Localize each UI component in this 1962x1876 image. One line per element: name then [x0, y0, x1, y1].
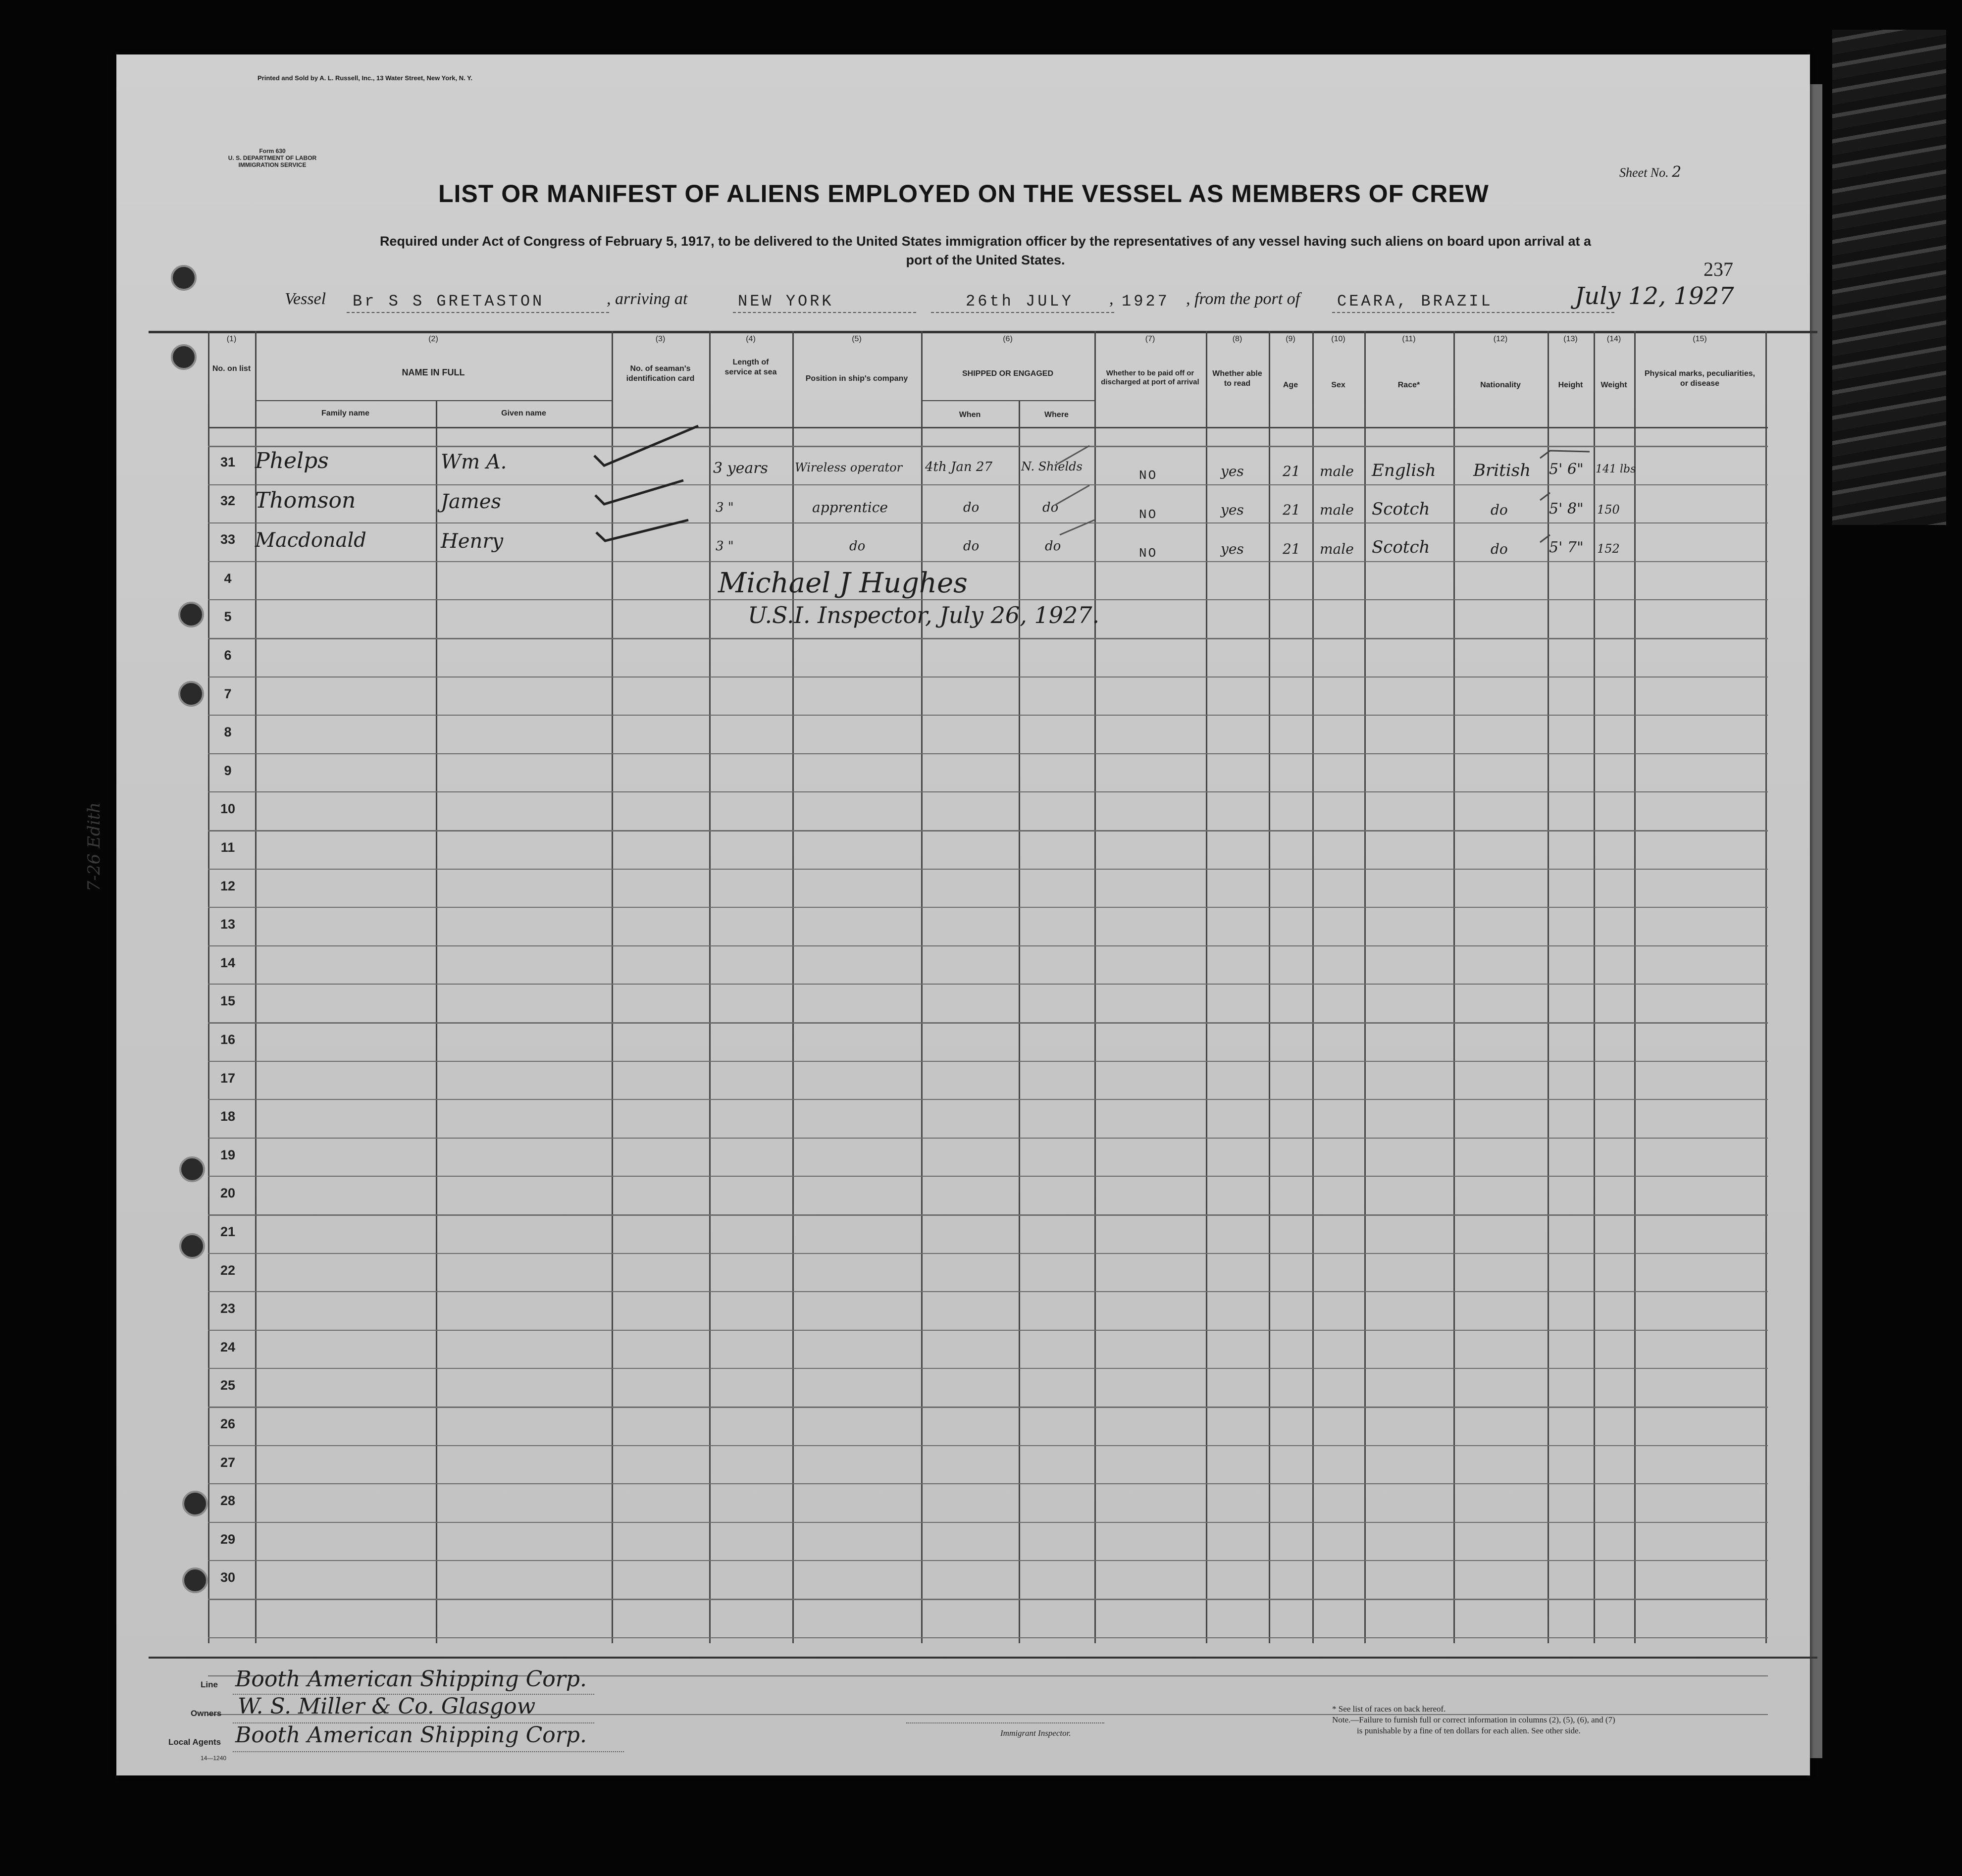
tick-mark-icon: [1055, 485, 1089, 505]
given-name: James: [441, 490, 502, 513]
row-number: 4: [224, 571, 232, 586]
departure-date: July 12, 1927: [1575, 282, 1734, 310]
year-comma: ,: [1109, 290, 1114, 308]
shipped-when: do: [963, 500, 980, 515]
able-to-read: yes: [1221, 502, 1244, 518]
col-header-6: SHIPPED OR ENGAGED: [962, 369, 1054, 378]
col-num-5: (5): [852, 335, 862, 343]
height: 5' 7": [1549, 539, 1584, 556]
col-subheader-when: When: [959, 411, 981, 419]
row-rule: [208, 522, 1768, 523]
col-num-7: (7): [1145, 335, 1155, 343]
penalty-note: Note.—Failure to furnish full or correct information in columns (2), (5), (6), and (7): [1332, 1715, 1615, 1724]
row-number: 14: [220, 955, 236, 970]
page-number: 237: [1704, 258, 1733, 280]
row-number: 12: [220, 879, 236, 893]
age: 21: [1283, 502, 1300, 518]
col-line-10: [1312, 331, 1314, 1643]
penalty-note-cont: is punishable by a fine of ten dollars for each alien. See other side.: [1357, 1726, 1581, 1735]
check-mark-icon: [595, 480, 683, 504]
col-header-5: Position in ship's company: [805, 374, 908, 383]
row-rule: [208, 1368, 1768, 1369]
age: 21: [1283, 541, 1300, 557]
col-line-12: [1453, 331, 1455, 1643]
binder-hole: [179, 1156, 205, 1182]
weight: 141 lbs: [1596, 463, 1636, 475]
col-header-3: No. of seaman's identification card: [626, 365, 695, 383]
row-number: 33: [220, 532, 236, 547]
row-number: 19: [220, 1147, 236, 1162]
row-rule: [208, 599, 1768, 600]
col-header-4: Length of service at sea: [724, 358, 777, 376]
page-title: LIST OR MANIFEST OF ALIENS EMPLOYED ON THE VESSEL AS MEMBERS OF CREW: [438, 180, 1489, 208]
check-mark-icon: [594, 426, 698, 466]
row-number: 6: [224, 648, 232, 663]
row-number: 28: [220, 1493, 236, 1508]
length-of-service: 3 ": [716, 539, 734, 554]
row-rule: [208, 1214, 1768, 1216]
row-number: 32: [220, 493, 236, 508]
col-line-2b: [436, 400, 437, 1643]
row-number: 7: [224, 686, 232, 701]
tick-mark-icon: [1540, 535, 1550, 542]
row-number: 10: [220, 801, 236, 816]
paid-off: NO: [1139, 507, 1158, 522]
line-value: Booth American Shipping Corp.: [235, 1667, 587, 1692]
subtitle-line-1: Required under Act of Congress of February 5, 1917, to be delivered to the United States immigration officer by the representatives of any vessel having such aliens on board upon arrival at a: [379, 234, 1592, 249]
arriving-label: , arriving at: [607, 290, 688, 308]
nationality: do: [1491, 541, 1508, 557]
department-name: U. S. DEPARTMENT OF LABOR: [228, 155, 317, 161]
agents-label: Local Agents: [168, 1737, 221, 1747]
owners-value: W. S. Miller & Co. Glasgow: [238, 1694, 536, 1719]
binder-hole: [178, 681, 204, 707]
row-rule: [208, 1637, 1768, 1638]
inspector-fill: [906, 1722, 1104, 1723]
nationality: do: [1491, 502, 1508, 518]
row-number: 15: [220, 993, 236, 1008]
col-line-2: [255, 331, 257, 1643]
col-line-1: [208, 331, 209, 1643]
row-number: 23: [220, 1301, 236, 1316]
row-rule: [208, 945, 1768, 946]
arrival-year: 1927: [1122, 292, 1170, 311]
margin-note: 7-26 Edith: [84, 802, 104, 891]
nationality: British: [1473, 461, 1531, 480]
col-header-8: Whether able to read: [1212, 369, 1262, 388]
row-number: 26: [220, 1416, 236, 1431]
col-header-13: Height: [1558, 381, 1583, 389]
col-num-2: (2): [428, 335, 438, 343]
shipped-where: do: [1042, 500, 1059, 515]
vessel-name: Br S S GRETASTON: [353, 292, 545, 311]
row-rule: [208, 869, 1768, 870]
col-num-8: (8): [1232, 335, 1242, 343]
col-line-15: [1634, 331, 1636, 1643]
col-line-6b: [1019, 400, 1020, 1643]
row-number: 16: [220, 1032, 236, 1047]
shipped-where: do: [1045, 539, 1061, 554]
row-rule: [208, 1330, 1768, 1331]
line-label: Line: [201, 1680, 218, 1689]
able-to-read: yes: [1221, 463, 1244, 479]
row-number: 8: [224, 725, 232, 739]
binder-hole: [179, 1233, 205, 1259]
sex: male: [1320, 463, 1354, 479]
position: apprentice: [812, 499, 888, 516]
col-num-6: (6): [1003, 335, 1013, 343]
sheet-label: Sheet No.: [1619, 165, 1669, 180]
row-rule: [208, 1560, 1768, 1561]
row-rule: [208, 1253, 1768, 1254]
col-header-2: NAME IN FULL: [402, 367, 465, 377]
from-fill-line: [1332, 312, 1614, 313]
binder-hole: [171, 265, 197, 291]
sex: male: [1320, 502, 1354, 518]
race: Scotch: [1372, 499, 1430, 519]
position: Wireless operator: [795, 461, 903, 474]
inspector-title: U.S.I. Inspector, July 26, 1927.: [748, 602, 1100, 628]
shipped-where: N. Shields: [1021, 460, 1083, 473]
row-number: 9: [224, 763, 232, 778]
row-number: 22: [220, 1263, 236, 1278]
row-rule: [208, 830, 1768, 832]
inspector-signature: Michael J Hughes: [718, 567, 968, 599]
col-header-1: No. on list: [212, 365, 251, 373]
row-rule: [208, 984, 1768, 985]
paid-off: NO: [1139, 468, 1158, 483]
col-line-16: [1765, 331, 1767, 1643]
tick-marks: [1050, 436, 1119, 545]
row-rule: [208, 715, 1768, 716]
col-num-1: (1): [226, 335, 237, 343]
length-of-service: 3 ": [716, 500, 734, 515]
row-number: 21: [220, 1224, 236, 1239]
sex: male: [1320, 541, 1354, 557]
from-port: CEARA, BRAZIL: [1337, 292, 1493, 311]
footer-notes: [1332, 1704, 1778, 1736]
col-num-15: (15): [1693, 335, 1707, 343]
col-header-15: Physical marks, peculiarities, or disease: [1644, 369, 1755, 388]
col-header-14: Weight: [1601, 381, 1627, 389]
row-number: 29: [220, 1532, 236, 1547]
header-top-rule: [149, 331, 1817, 333]
from-label: , from the port of: [1186, 290, 1300, 308]
form-code: 14—1240: [201, 1755, 227, 1762]
subtitle: [208, 232, 1763, 269]
col-num-14: (14): [1606, 335, 1621, 343]
row-rule: [208, 561, 1768, 562]
col-num-9: (9): [1286, 335, 1295, 343]
row-number: 5: [224, 609, 232, 624]
row-number: 18: [220, 1109, 236, 1124]
row-number: 27: [220, 1455, 236, 1470]
subtitle-line-2: port of the United States.: [906, 253, 1065, 267]
agents-value: Booth American Shipping Corp.: [235, 1722, 587, 1748]
tick-mark-icon: [1540, 451, 1590, 458]
row-rule: [208, 1176, 1768, 1177]
tick-mark-icon: [1060, 520, 1094, 535]
col-header-11: Race*: [1397, 381, 1420, 389]
col-num-13: (13): [1563, 335, 1578, 343]
sheet-number: [1619, 163, 1681, 181]
printer-credit: Printed and Sold by A. L. Russell, Inc., 13 Water Street, New York, N. Y.: [258, 74, 472, 82]
given-name: Wm A.: [441, 451, 507, 473]
row-rule: [208, 1407, 1768, 1408]
row-rule: [208, 907, 1768, 908]
col-num-3: (3): [655, 335, 666, 343]
col-line-8: [1206, 331, 1207, 1643]
service-name: IMMIGRATION SERVICE: [238, 161, 307, 168]
height-marks: [1535, 446, 1595, 555]
vessel-label: Vessel: [285, 290, 326, 308]
col-num-11: (11): [1402, 335, 1416, 343]
binder-hole: [182, 1567, 208, 1593]
date-fill-line: [931, 312, 1114, 313]
col-header-10: Sex: [1331, 381, 1345, 389]
given-name: Henry: [441, 530, 504, 553]
row-number: 25: [220, 1378, 236, 1393]
col-header-7: Whether to be paid off or discharged at port of arrival: [1101, 369, 1199, 386]
arrival-port: NEW YORK: [738, 292, 834, 311]
vessel-fill-line: [347, 312, 609, 313]
position: do: [849, 539, 866, 554]
tick-mark-icon: [1540, 493, 1550, 500]
length-of-service: 3 years: [713, 460, 768, 477]
binder-hole: [171, 344, 197, 370]
row-rule: [208, 753, 1768, 754]
name-subheader-rule: [255, 400, 612, 401]
arrival-date: 26th JULY: [966, 292, 1074, 311]
shipped-subheader-rule: [921, 400, 1094, 401]
able-to-read: yes: [1221, 541, 1244, 557]
col-line-11: [1364, 331, 1366, 1643]
col-line-6: [921, 331, 923, 1643]
tick-mark-icon: [1055, 446, 1089, 466]
col-subheader-family: Family name: [321, 409, 369, 417]
family-name: Phelps: [255, 448, 329, 473]
torn-edge: [1832, 30, 1946, 525]
col-line-5: [792, 331, 794, 1643]
weight: 152: [1597, 542, 1620, 556]
row-number: 31: [220, 455, 236, 469]
row-rule: [208, 1022, 1768, 1024]
race: Scotch: [1372, 537, 1430, 557]
row-number: 20: [220, 1186, 236, 1200]
col-num-10: (10): [1331, 335, 1345, 343]
shipped-when: 4th Jan 27: [925, 460, 993, 474]
check-mark-icon: [596, 520, 688, 541]
row-number: 30: [220, 1570, 236, 1585]
header-bottom-rule: [208, 427, 1768, 428]
row-rule: [208, 446, 1768, 447]
row-number: 13: [220, 917, 236, 932]
col-subheader-where: Where: [1044, 411, 1069, 419]
row-rule: [208, 1138, 1768, 1139]
footer-rule: [149, 1657, 1817, 1659]
col-header-12: Nationality: [1480, 381, 1521, 389]
row-number: 24: [220, 1340, 236, 1355]
row-rule: [208, 1291, 1768, 1292]
weight: 150: [1597, 503, 1620, 517]
department-block: [198, 148, 347, 168]
col-num-4: (4): [746, 335, 756, 343]
races-note: * See list of races on back hereof.: [1332, 1704, 1446, 1714]
sheet-value: 2: [1672, 163, 1682, 181]
row-rule: [208, 1522, 1768, 1523]
height: 5' 6": [1549, 461, 1584, 478]
row-number: 11: [220, 840, 235, 855]
row-rule: [208, 1445, 1768, 1446]
row-rule: [208, 638, 1768, 639]
family-name: Macdonald: [255, 529, 366, 552]
height: 5' 8": [1549, 500, 1584, 518]
row-rule: [208, 1061, 1768, 1062]
inspector-label: Immigrant Inspector.: [1000, 1728, 1071, 1738]
agents-fill: [233, 1751, 624, 1752]
row-rule: [208, 484, 1768, 485]
row-rule: [208, 1483, 1768, 1484]
shipped-when: do: [963, 539, 980, 554]
family-name: Thomson: [255, 488, 356, 513]
col-header-9: Age: [1283, 381, 1298, 389]
form-number: Form 630: [259, 148, 286, 155]
binder-hole: [178, 602, 204, 627]
row-number: 17: [220, 1071, 236, 1086]
port-fill-line: [733, 312, 916, 313]
check-marks: [584, 406, 713, 555]
row-rule: [208, 791, 1768, 792]
binder-hole: [182, 1491, 208, 1516]
row-rule: [208, 1099, 1768, 1100]
col-line-9: [1269, 331, 1270, 1643]
age: 21: [1283, 463, 1300, 479]
col-num-12: (12): [1493, 335, 1508, 343]
owners-label: Owners: [191, 1709, 222, 1718]
row-rule: [208, 1599, 1768, 1600]
paid-off: NO: [1139, 546, 1158, 561]
col-subheader-given: Given name: [501, 409, 546, 417]
race: English: [1372, 461, 1436, 480]
